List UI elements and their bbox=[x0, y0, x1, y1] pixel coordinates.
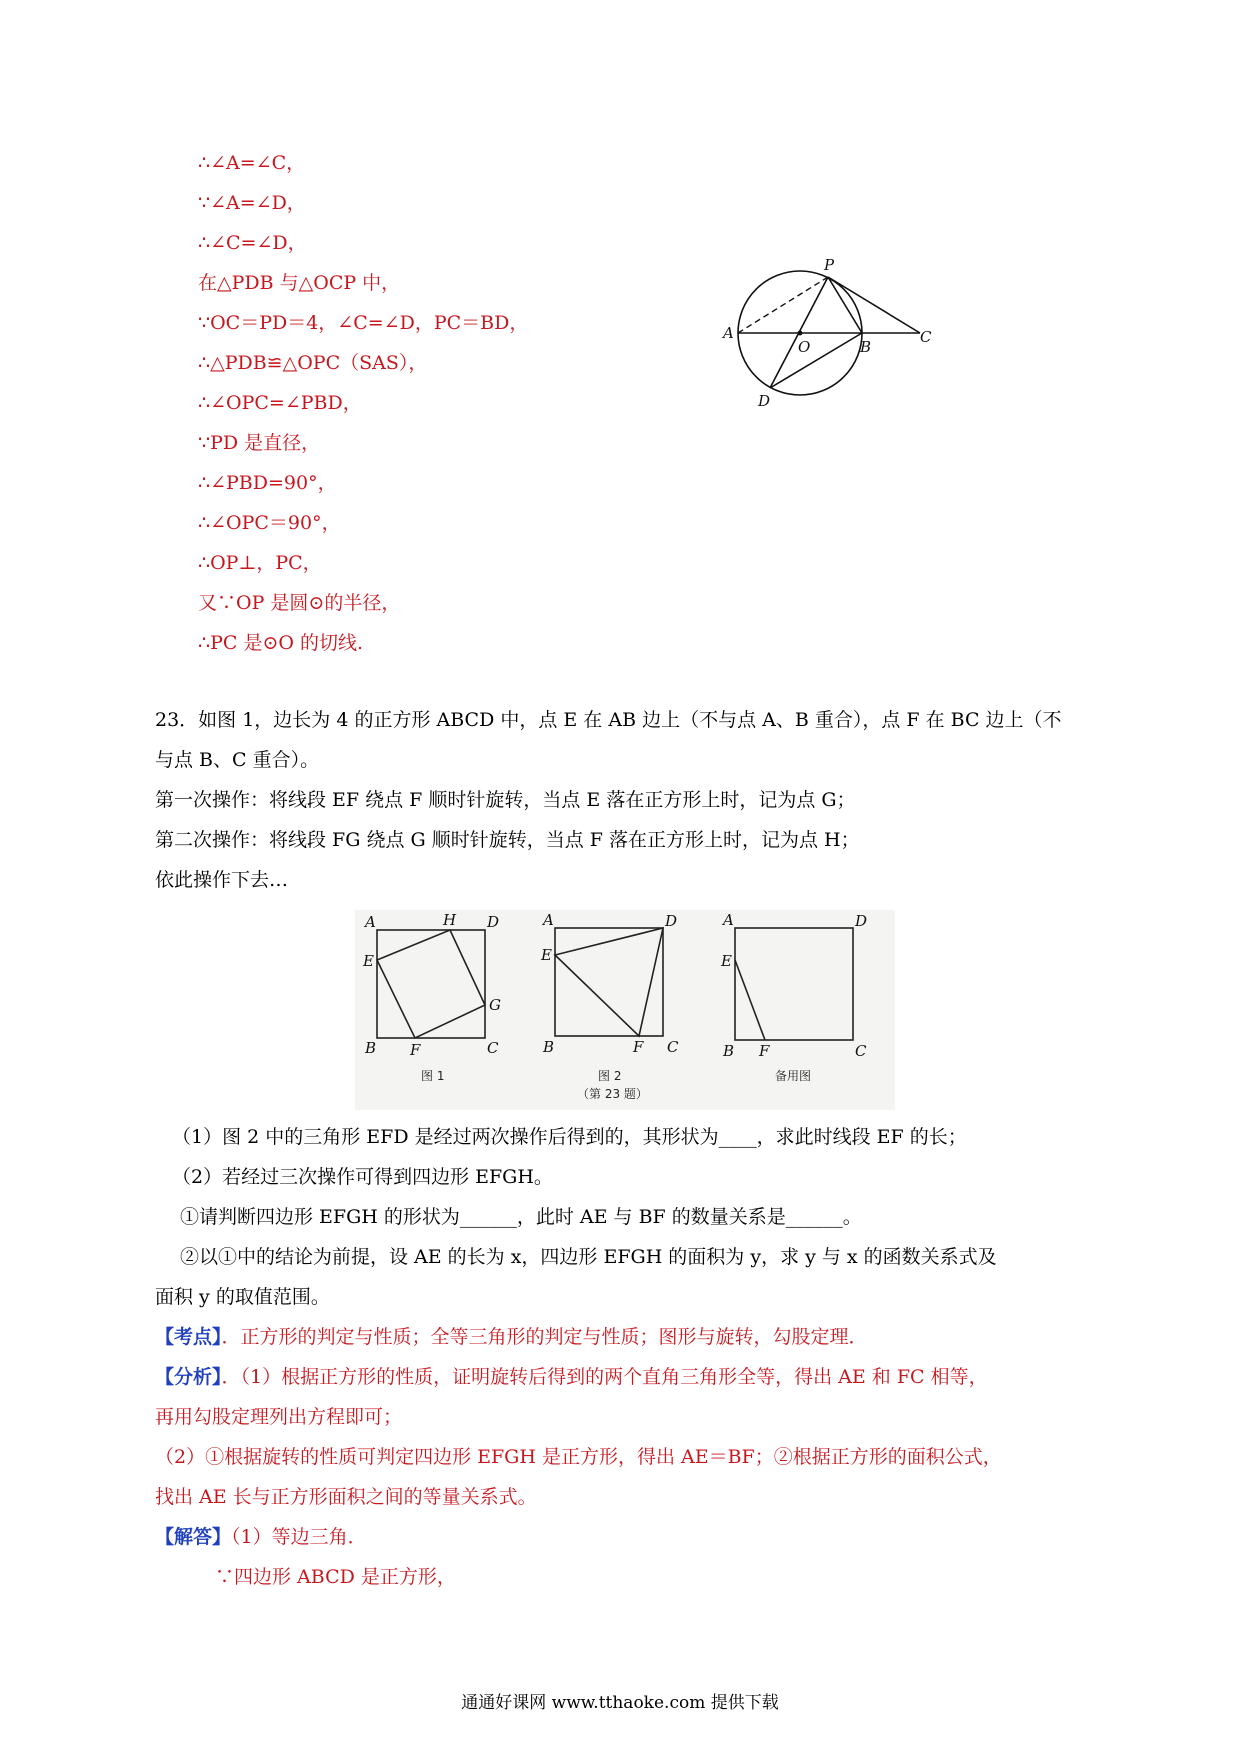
group-caption: （第 23 题） bbox=[577, 1087, 648, 1101]
fig3-label-d: D bbox=[855, 912, 868, 930]
fig3-label-e: E bbox=[721, 952, 732, 970]
proof-line: ∴∠PBD=90°， bbox=[198, 472, 337, 494]
fig1-label-f: F bbox=[410, 1041, 421, 1059]
fig1-label-h: H bbox=[443, 911, 457, 929]
fig2-label-c: C bbox=[667, 1038, 679, 1056]
fenxi-line3: （2）①根据旋转的性质可判定四边形 EFGH 是正方形，得出 AE＝BF；②根据正方形的面积公式， bbox=[155, 1446, 1002, 1468]
label-d: D bbox=[758, 392, 771, 410]
center-dot bbox=[798, 331, 803, 336]
fig3-caption: 备用图 bbox=[775, 1069, 812, 1083]
fenxi-tag: 【分析】 bbox=[155, 1366, 222, 1388]
question-1: （1）图 2 中的三角形 EFD 是经过两次操作后得到的，其形状为____，求此时线段 EF 的长； bbox=[172, 1126, 967, 1148]
fig1-label-a: A bbox=[365, 913, 376, 931]
fig2-label-e: E bbox=[541, 946, 552, 964]
jieda-line2: ∵四边形 ABCD 是正方形， bbox=[215, 1566, 456, 1588]
label-a: A bbox=[723, 324, 734, 342]
fig3-label-f: F bbox=[759, 1042, 770, 1060]
problem23-line3: 第一次操作：将线段 EF 绕点 F 顺时针旋转，当点 E 落在正方形上时，记为点 G； bbox=[155, 789, 856, 811]
fig1-label-g: G bbox=[489, 996, 501, 1014]
proof-line: ∴OP⊥，PC， bbox=[198, 552, 322, 574]
problem23-line2: 与点 B、C 重合）。 bbox=[155, 749, 320, 771]
kaodian-text: ．正方形的判定与性质；全等三角形的判定与性质；图形与旋转，勾股定理． bbox=[221, 1326, 868, 1348]
fig1-label-e: E bbox=[363, 952, 374, 970]
question-2: （2）若经过三次操作可得到四边形 EFGH。 bbox=[172, 1166, 553, 1188]
kaodian-row bbox=[155, 1325, 868, 1349]
proof-line: 在△PDB 与△OCP 中， bbox=[198, 272, 401, 294]
fig2-caption: 图 2 bbox=[598, 1069, 622, 1083]
proof-line: ∴∠C=∠D， bbox=[198, 232, 307, 254]
label-p: P bbox=[824, 256, 835, 274]
circle-figure bbox=[720, 250, 940, 410]
proof-line: ∴∠OPC＝90°， bbox=[198, 512, 341, 534]
jieda-row bbox=[155, 1525, 367, 1549]
proof-line: ∵OC＝PD＝4，∠C=∠D，PC＝BD， bbox=[198, 312, 529, 334]
fig2-label-b: B bbox=[543, 1038, 555, 1056]
fig1-label-d: D bbox=[487, 913, 500, 931]
proof-line: ∴△PDB≌△OPC（SAS）， bbox=[198, 352, 428, 374]
problem23-line1: 23．如图 1，边长为 4 的正方形 ABCD 中，点 E 在 AB 边上（不与点 A、B 重合），点 F 在 BC 边上（不 bbox=[155, 709, 1062, 731]
question-2a: ①请判断四边形 EFGH 的形状为______，此时 AE 与 BF 的数量关系是______。 bbox=[180, 1206, 862, 1228]
proof-line: ∴∠A=∠C， bbox=[198, 152, 306, 174]
jieda-tag: 【解答】 bbox=[155, 1526, 232, 1548]
fenxi-line4: 找出 AE 长与正方形面积之间的等量关系式。 bbox=[155, 1486, 537, 1508]
fig2-label-f: F bbox=[633, 1038, 644, 1056]
line-ap-dashed bbox=[738, 277, 828, 333]
problem23-line4: 第二次操作：将线段 FG 绕点 G 顺时针旋转，当点 F 落在正方形上时，记为点 H； bbox=[155, 829, 860, 851]
fenxi-line2: 再用勾股定理列出方程即可； bbox=[155, 1406, 403, 1428]
label-o: O bbox=[798, 338, 811, 356]
line-pc bbox=[828, 277, 920, 333]
question-2b-line1: ②以①中的结论为前提，设 AE 的长为 x，四边形 EFGH 的面积为 y，求 y 与 x 的函数关系式及 bbox=[180, 1246, 997, 1268]
fenxi-row bbox=[155, 1365, 988, 1389]
figures-group bbox=[355, 910, 895, 1110]
fig2-label-d: D bbox=[665, 912, 678, 930]
proof-line: ∵∠A=∠D， bbox=[198, 192, 306, 214]
proof-line: ∴∠OPC=∠PBD， bbox=[198, 392, 362, 414]
fig1-label-b: B bbox=[365, 1039, 377, 1057]
fig3-label-b: B bbox=[723, 1042, 735, 1060]
fig2-label-a: A bbox=[543, 911, 554, 929]
line-pb bbox=[828, 277, 862, 333]
proof-line: 又∵OP 是圆⊙的半径， bbox=[198, 592, 401, 614]
fig3-label-a: A bbox=[723, 911, 734, 929]
jieda-text: （1）等边三角． bbox=[231, 1526, 367, 1548]
proof-line: ∵PD 是直径， bbox=[198, 432, 321, 454]
kaodian-tag: 【考点】 bbox=[155, 1326, 222, 1348]
fig1-label-c: C bbox=[487, 1039, 499, 1057]
page-footer: 通通好课网 www.tthaoke.com 提供下载 bbox=[461, 1693, 779, 1713]
label-b: B bbox=[860, 338, 872, 356]
fig1-caption: 图 1 bbox=[421, 1069, 445, 1083]
fenxi-line1: ．（1）根据正方形的性质，证明旋转后得到的两个直角三角形全等，得出 AE 和 FC 相等， bbox=[221, 1366, 988, 1388]
label-c: C bbox=[920, 328, 932, 346]
question-2b-line2: 面积 y 的取值范围。 bbox=[155, 1286, 330, 1308]
fig3-label-c: C bbox=[855, 1042, 867, 1060]
problem23-line5: 依此操作下去… bbox=[155, 869, 289, 891]
proof-line: ∴PC 是⊙O 的切线. bbox=[198, 632, 364, 654]
